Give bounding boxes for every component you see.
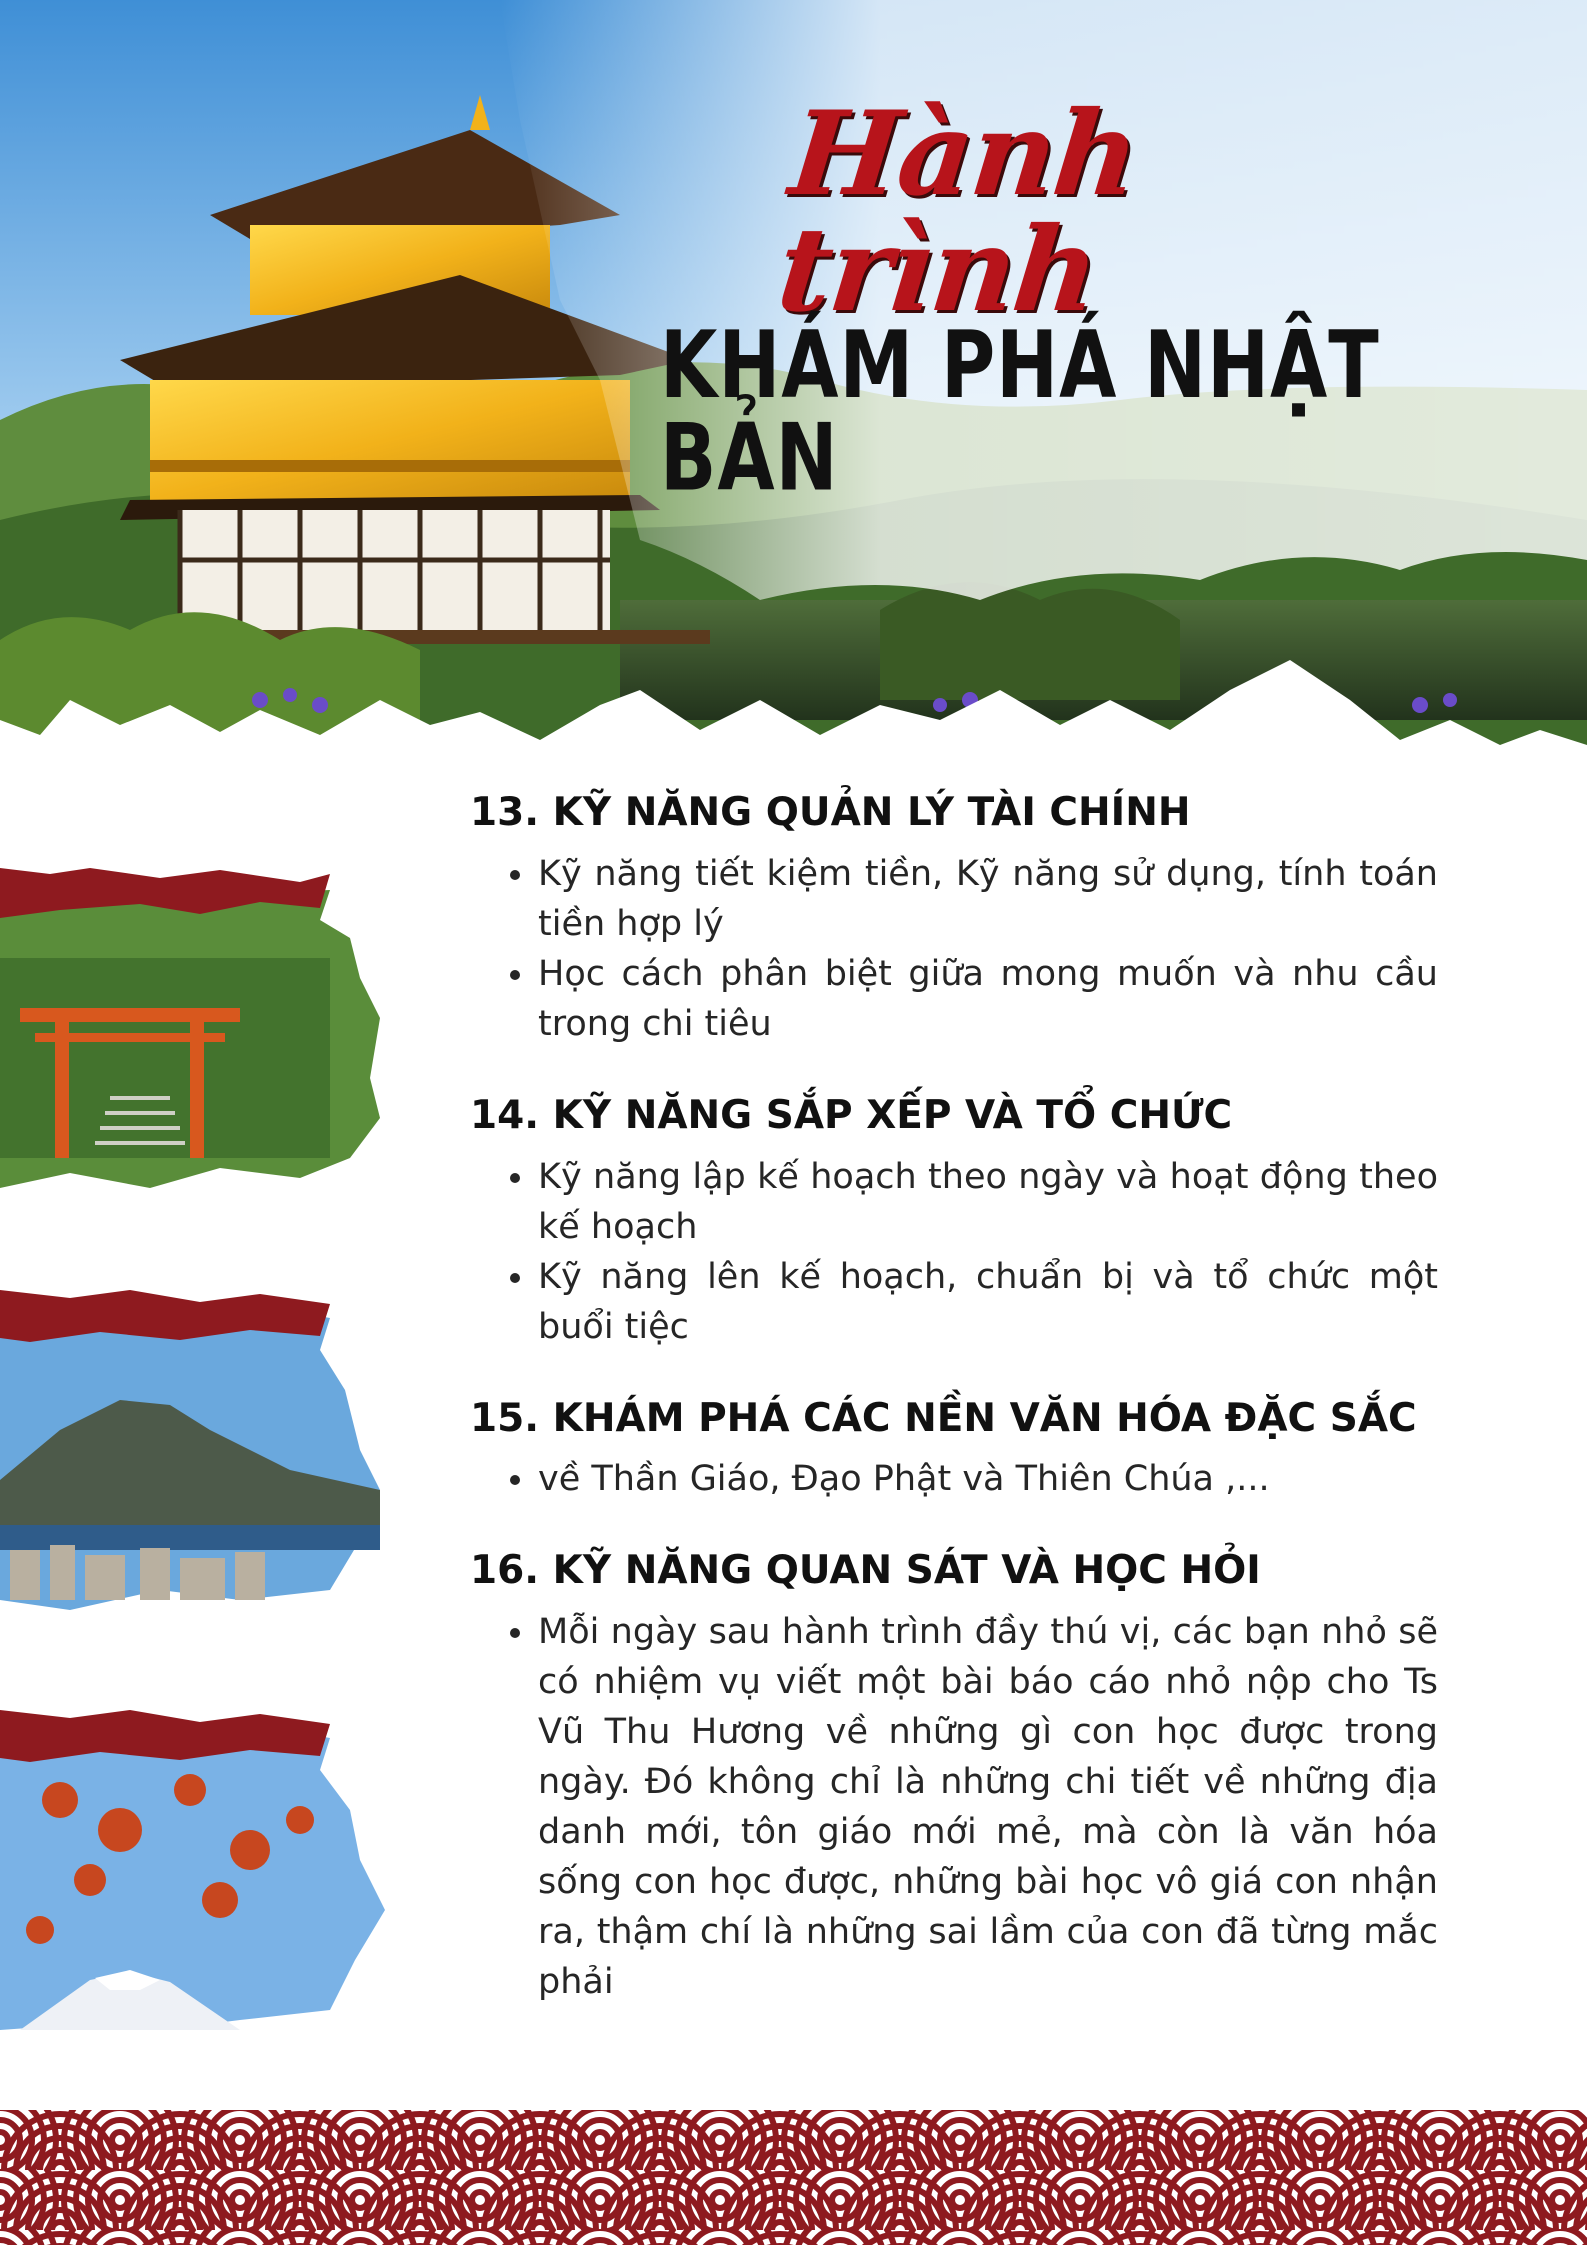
torii-gate-photo xyxy=(0,868,385,1198)
list-item: về Thần Giáo, Đạo Phật và Thiên Chúa ,... xyxy=(538,1454,1438,1504)
seigaiha-pattern xyxy=(0,2110,1587,2245)
section-title: 14. KỸ NĂNG SẮP XẾP VÀ TỔ CHỨC xyxy=(470,1092,1233,1138)
bullet-list xyxy=(470,1607,1470,2007)
list-item: Mỗi ngày sau hành trình đầy thú vị, các bạn nhỏ sẽ có nhiệm vụ viết một bài báo cáo nhỏ nộp cho Ts Vũ Thu Hương về những gì con học được trong ngày. Đó không chỉ là những chi tiết về những địa danh mới, tôn giáo mới mẻ, mà còn là văn hóa sống con học được, những bài học vô giá con nhận ra, thậm chí là những sai lầm của con đã từng mắc phải xyxy=(538,1607,1438,2007)
bullet-list xyxy=(470,1454,1470,1504)
section-title: 13. KỸ NĂNG QUẢN LÝ TÀI CHÍNH xyxy=(470,790,1191,835)
section-14 xyxy=(470,1093,1470,1352)
list-item: Kỹ năng tiết kiệm tiền, Kỹ năng sử dụng, tính toán tiền hợp lý xyxy=(538,849,1438,949)
section-title: 15. KHÁM PHÁ CÁC NỀN VĂN HÓA ĐẶC SẮC xyxy=(470,1395,1417,1441)
section-15 xyxy=(470,1396,1470,1505)
bullet-list xyxy=(470,1152,1470,1352)
header-banner xyxy=(0,0,1587,760)
list-item: Kỹ năng lên kế hoạch, chuẩn bị và tổ chức một buổi tiệc xyxy=(538,1252,1438,1352)
section-16 xyxy=(470,1548,1470,2007)
title-main: KHÁM PHÁ NHẬT BẢN xyxy=(660,312,1380,512)
list-item: Kỹ năng lập kế hoạch theo ngày và hoạt động theo kế hoạch xyxy=(538,1152,1438,1252)
section-title: 16. KỸ NĂNG QUAN SÁT VÀ HỌC HỎI xyxy=(470,1548,1261,1594)
title-script: Hành trình xyxy=(771,86,1144,338)
list-item: Học cách phân biệt giữa mong muốn và nhu cầu trong chi tiêu xyxy=(538,949,1438,1049)
volcano-city-photo xyxy=(0,1290,385,1620)
maple-fuji-photo xyxy=(0,1710,385,2040)
bullet-list xyxy=(470,849,1470,1049)
content-area xyxy=(470,790,1470,2007)
section-13 xyxy=(470,790,1470,1049)
